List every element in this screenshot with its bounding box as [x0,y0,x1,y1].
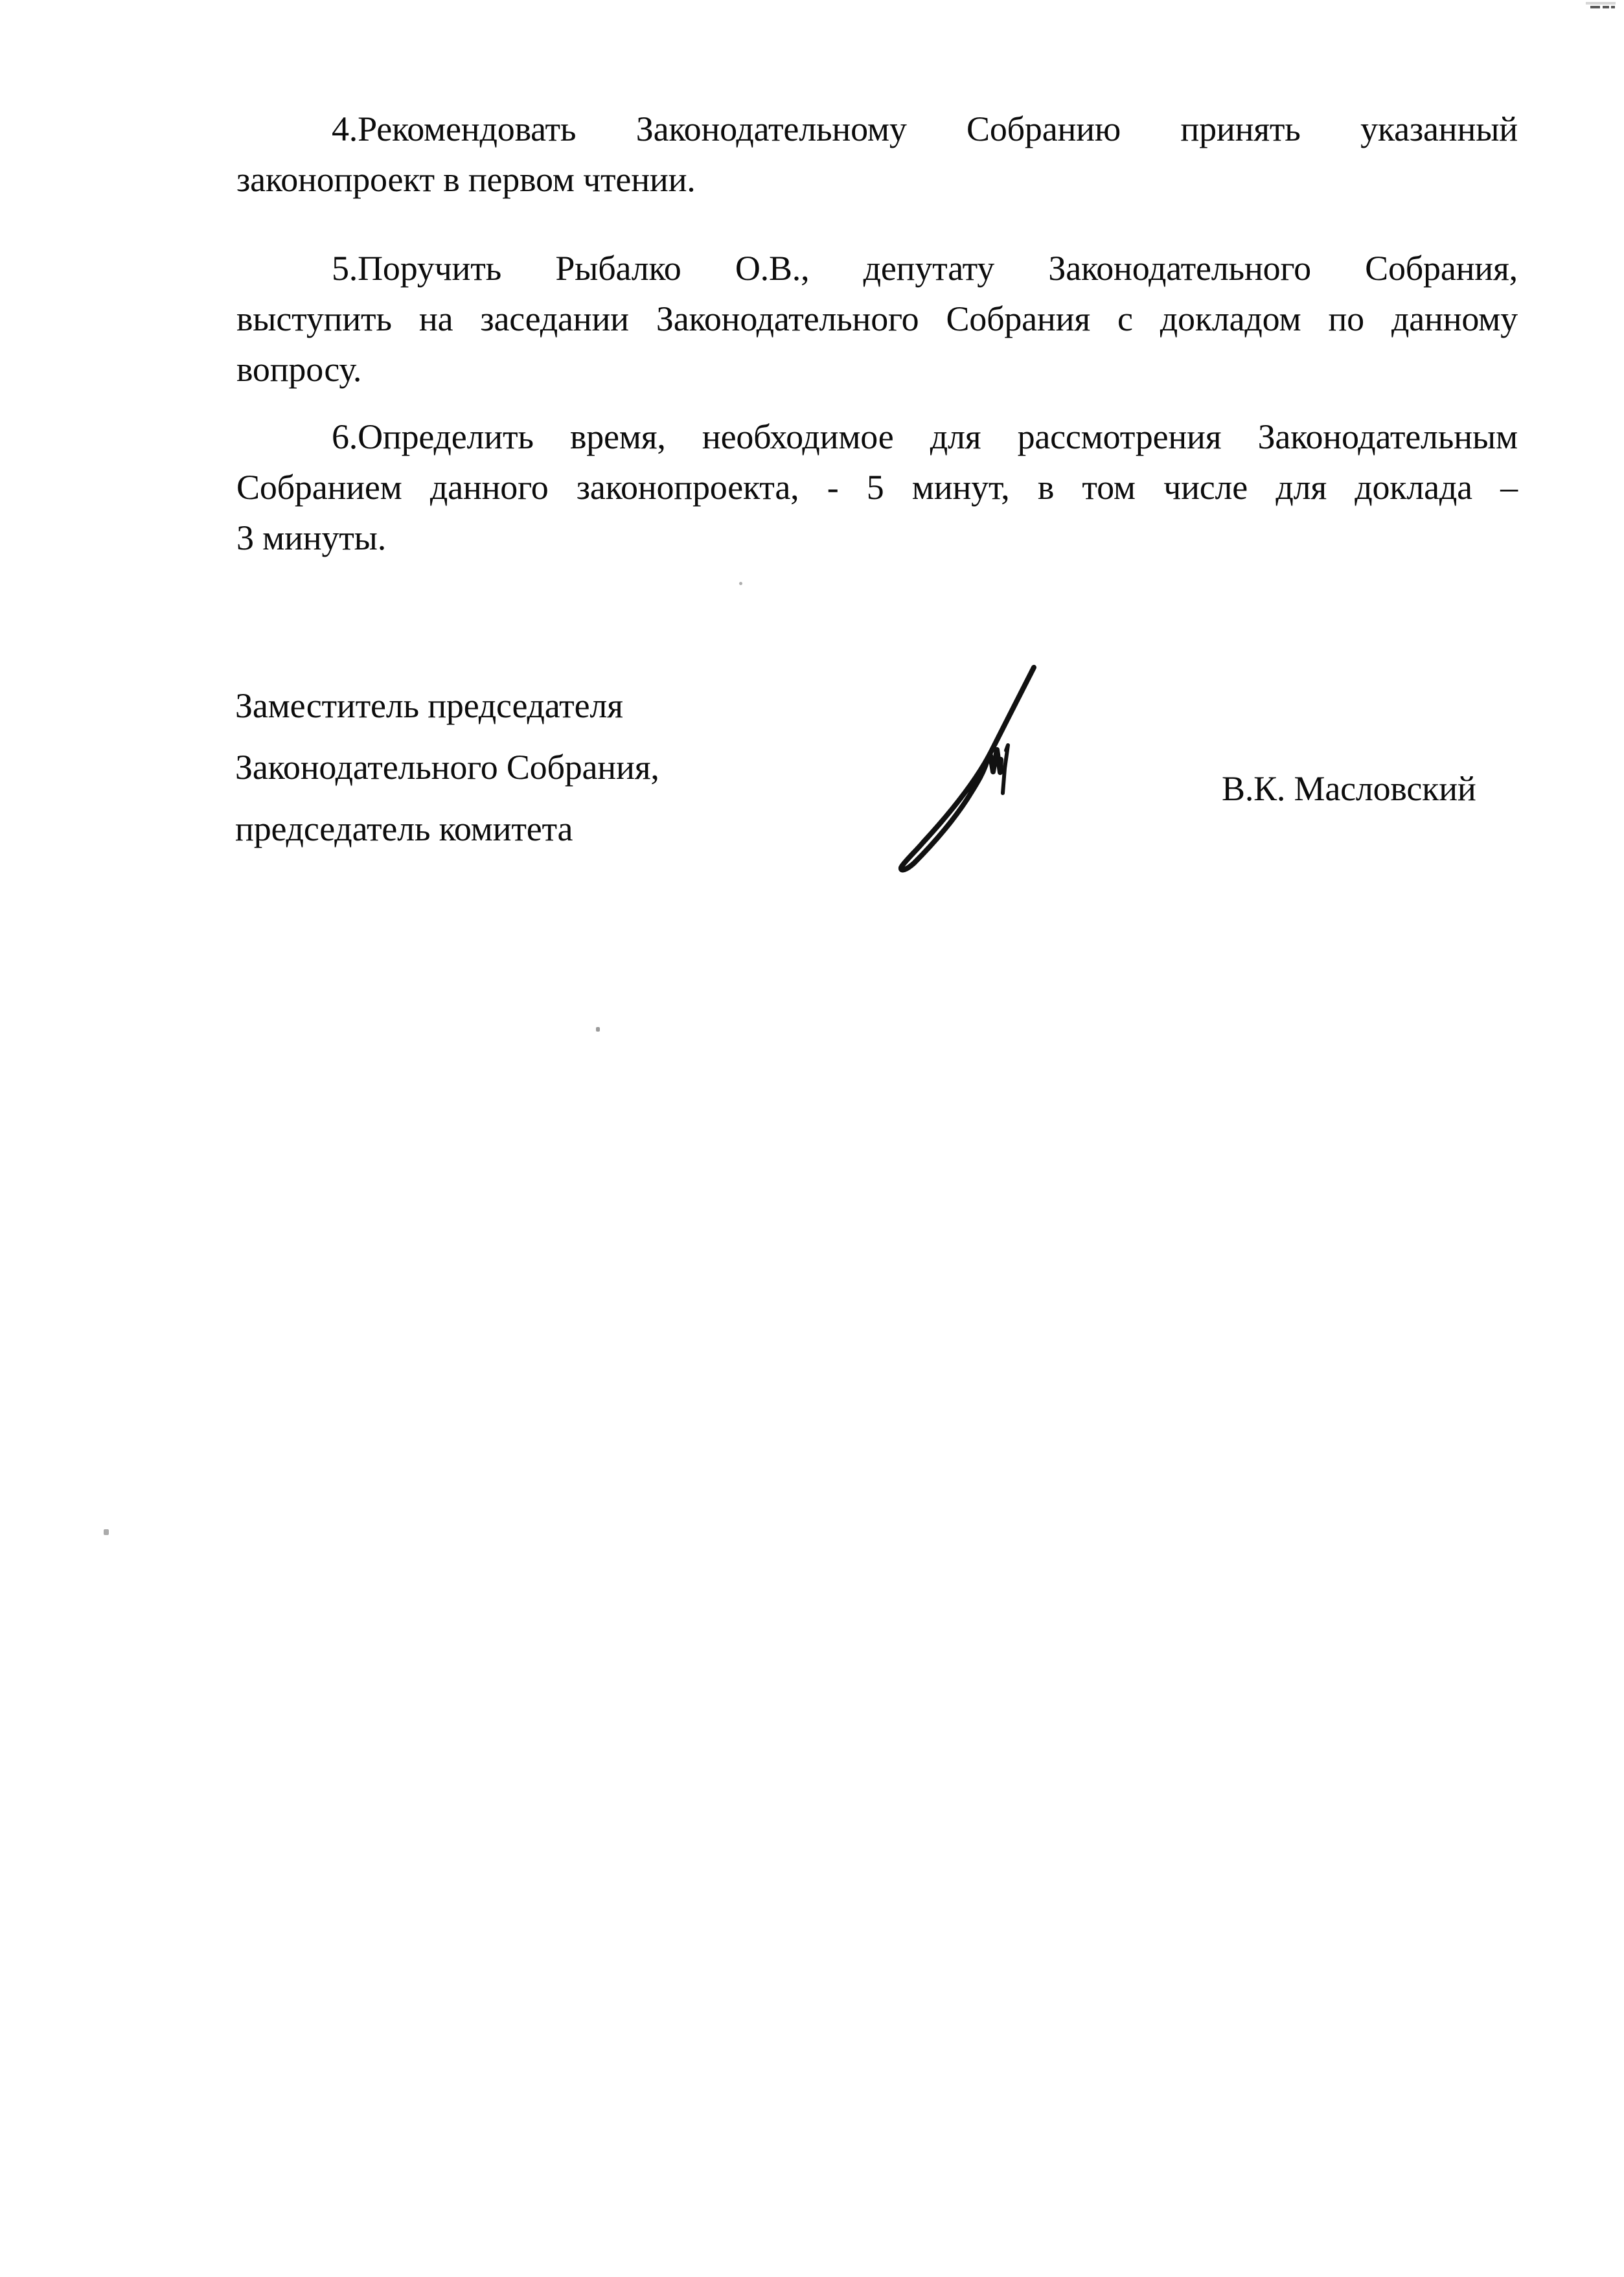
text-line: законопроект в первом чтении. [236,160,696,199]
signature-title-line: Законодательного Собрания, [235,748,659,787]
text-line: 5.Поручить Рыбалко О.В., депутату Законодательного Собрания, [332,249,1518,288]
paragraph-4 [236,104,1518,205]
paragraph-6 [236,411,1518,563]
signature-title-line: председатель комитета [235,809,573,848]
signer-name: В.К. Масловский [1222,769,1476,808]
scan-artifact-speck [104,1529,109,1535]
signature-tick-stroke [1003,745,1008,793]
text-line: 4.Рекомендовать Законодательному Собранию принять указанный [332,110,1518,148]
scan-artifact-dash [1590,6,1600,8]
signature-title-line: Заместитель председателя [235,686,623,725]
text-line: вопросу. [236,350,362,389]
text-line: Собранием данного законопроекта, - 5 минут, в том числе для доклада – [236,468,1518,507]
scan-artifact-speck [739,582,742,585]
text-line: 6.Определить время, необходимое для рассмотрения Законодательным [332,417,1518,456]
paragraph-5 [236,243,1518,395]
scan-artifact-dashes [1586,2,1616,5]
handwritten-signature [862,648,1088,894]
text-line: 3 минуты. [236,518,387,557]
signature-title-block [235,675,659,860]
text-line: выступить на заседании Законодательного Собрания с докладом по данному [236,299,1518,338]
scan-artifact-dash [1611,6,1615,8]
signature-main-stroke [901,667,1034,870]
scan-artifact-dash [1603,6,1609,8]
scan-artifact-speck [596,1027,600,1032]
